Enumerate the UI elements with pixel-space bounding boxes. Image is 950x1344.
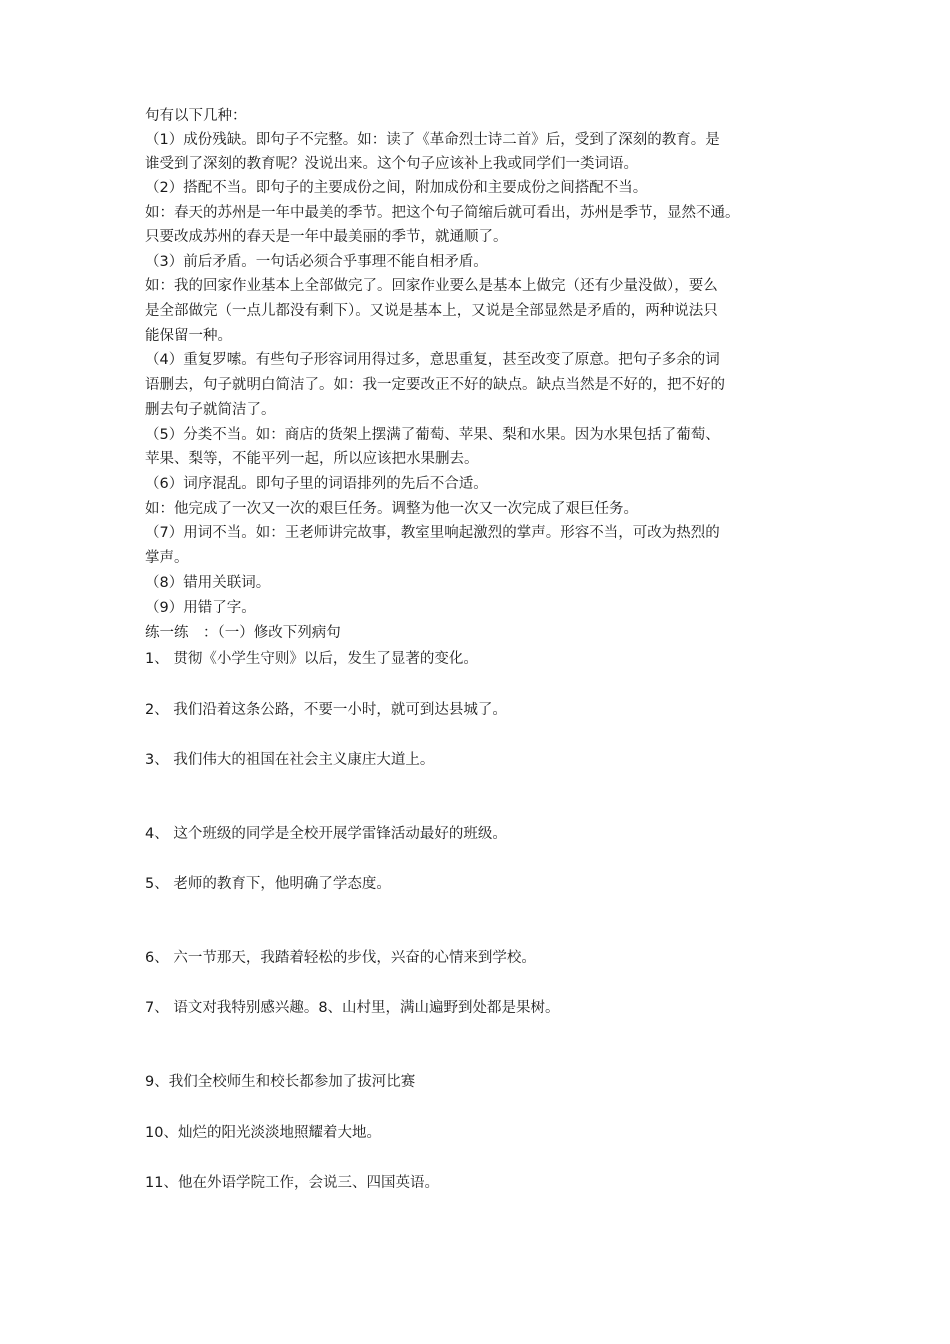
exercise-item: 4、 这个班级的同学是全校开展学雷锋活动最好的班级。	[145, 826, 507, 842]
text-line: 只要改成苏州的春天是一年中最美丽的季节，就通顺了。	[145, 229, 508, 245]
text-line: 如：他完成了一次又一次的艰巨任务。调整为他一次又一次完成了艰巨任务。	[145, 501, 638, 517]
text-line: （7）用词不当。如：王老师讲完故事，教室里响起激烈的掌声。形容不当，可改为热烈的	[145, 525, 720, 541]
text-line: （8）错用关联词。	[145, 575, 271, 591]
exercise-item: 11、他在外语学院工作，会说三、四国英语。	[145, 1175, 439, 1191]
text-line: 删去句子就简洁了。	[145, 402, 276, 418]
exercise-item: 3、 我们伟大的祖国在社会主义康庄大道上。	[145, 752, 435, 768]
exercise-item: 6、 六一节那天，我踏着轻松的步伐，兴奋的心情来到学校。	[145, 950, 536, 966]
exercise-item: 10、灿烂的阳光淡淡地照耀着大地。	[145, 1125, 381, 1141]
text-line: （5）分类不当。如：商店的货架上摆满了葡萄、苹果、梨和水果。因为水果包括了葡萄、	[145, 427, 720, 443]
text-line: （2）搭配不当。即句子的主要成份之间，附加成份和主要成份之间搭配不当。	[145, 180, 648, 196]
text-line: 能保留一种。	[145, 328, 232, 344]
text-line: 如：我的回家作业基本上全部做完了。回家作业要么是基本上做完（还有少量没做），要么	[145, 278, 718, 294]
exercise-item: 5、 老师的教育下，他明确了学态度。	[145, 876, 391, 892]
exercise-heading: 练一练 ：（一）修改下列病句	[145, 625, 341, 641]
text-line: 如：春天的苏州是一年中最美的季节。把这个句子简缩后就可看出，苏州是季节，显然不通。	[145, 205, 740, 221]
exercise-item: 1、 贯彻《小学生守则》以后，发生了显著的变化。	[145, 651, 478, 667]
text-line: （9）用错了字。	[145, 600, 256, 616]
exercise-item: 7、 语文对我特别感兴趣。8、山村里，满山遍野到处都是果树。	[145, 1000, 560, 1016]
text-line: 掌声。	[145, 550, 189, 566]
text-line: （1）成份残缺。即句子不完整。如：读了《革命烈士诗二首》后，受到了深刻的教育。是	[145, 132, 720, 148]
text-line: 苹果、梨等，不能平列一起，所以应该把水果删去。	[145, 451, 479, 467]
exercise-item: 9、我们全校师生和校长都参加了拔河比赛	[145, 1074, 416, 1090]
text-line: 是全部做完（一点儿都没有剩下）。又说是基本上，又说是全部显然是矛盾的，两种说法只	[145, 303, 718, 319]
text-line: （4）重复罗嗦。有些句子形容词用得过多，意思重复，甚至改变了原意。把句子多余的词	[145, 352, 720, 368]
text-line: 句有以下几种：	[145, 108, 247, 124]
text-line: 语删去，句子就明白简洁了。如：我一定要改正不好的缺点。缺点当然是不好的，把不好的	[145, 377, 725, 393]
text-line: 谁受到了深刻的教育呢？没说出来。这个句子应该补上我或同学们一类词语。	[145, 156, 638, 172]
text-line: （3）前后矛盾。一句话必须合乎事理不能自相矛盾。	[145, 254, 488, 270]
exercise-item: 2、 我们沿着这条公路，不要一小时，就可到达县城了。	[145, 702, 507, 718]
text-line: （6）词序混乱。即句子里的词语排列的先后不合适。	[145, 476, 488, 492]
